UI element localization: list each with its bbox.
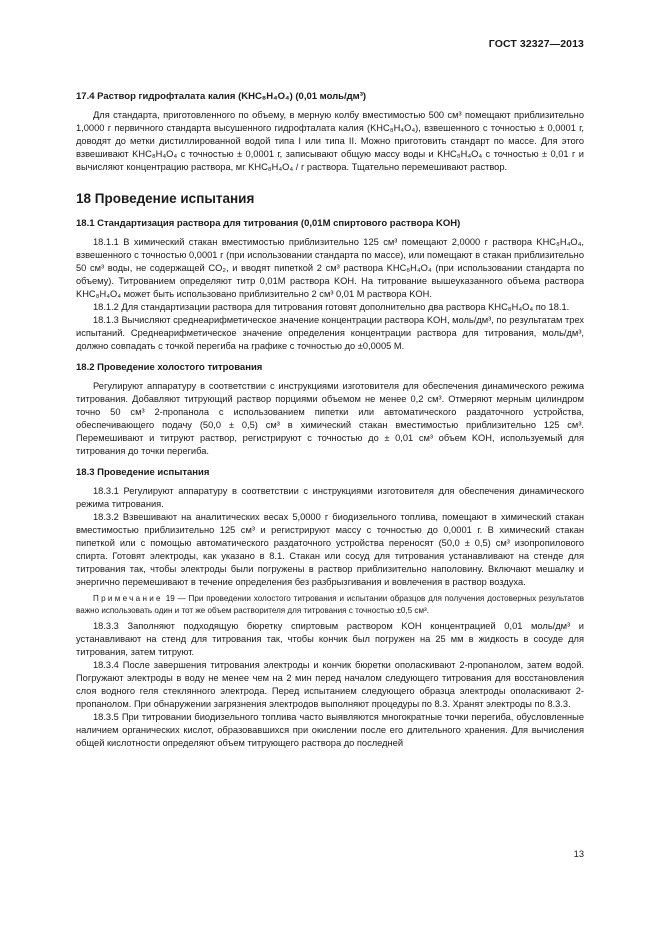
paragraph-18-3-3: 18.3.3 Заполняют подходящую бюретку спиртовым раствором KOH концентрацией 0,01 моль/дм³ и устанавливают на стенд для титрования так, чтобы кончик был погружен на 25 мм в жидкость в сосуде для титрования, затем титруют.	[76, 621, 584, 657]
paragraph-18-3-4: 18.3.4 После завершения титрования электроды и кончик бюретки ополаскивают 2-пропанолом, затем водой. Погружают электроды в воду не менее чем на 2 мин перед началом следующего титрования для восстановления слоя водного геля стеклянного электрода. Перед испытанием следующего образца электроды ополаскивают 2-пропанолом. При обнаружении загрязнения электродов выполняют процедуры по 8.3. Хранят электроды по 8.3.3.	[76, 660, 584, 709]
note-label: Примечание	[93, 594, 163, 603]
page-content	[76, 90, 584, 750]
section-18-title: 18 Проведение испытания	[76, 191, 255, 206]
note-text: 19 — При проведении холостого титрования и испытании образцов для получения достоверных результатов важно использовать один и тот же объем растворителя для титрования с точностью ±0,5 см³.	[76, 594, 584, 615]
standard-header: ГОСТ 32327—2013	[488, 38, 584, 50]
section-18-3-title: 18.3 Проведение испытания	[76, 467, 210, 478]
paragraph-18-3-1: 18.3.1 Регулируют аппаратуру в соответствии с инструкциями изготовителя для обеспечения динамического режима титрования.	[76, 486, 584, 509]
paragraph-18-3-5: 18.3.5 При титровании биодизельного топлива часто выявляются многократные точки перегиба, обусловленные наличием органических кислот, образовавшихся при окислении после его длительного хранения. Для вычисления общей кислотности определяют объем титрующего раствора до последней	[76, 712, 584, 748]
page-number: 13	[573, 849, 584, 859]
paragraph-18-1-3: 18.1.3 Вычисляют среднеарифметическое значение концентрации раствора KOH, моль/дм³, по результатам трех испытаний. Среднеарифметическое значение определения концентрации раствора для титрования, моль/дм³, должно совпадать с точкой перегиба на графике с точностью до ±0,0005 М.	[76, 315, 584, 351]
section-17-4-title: 17.4 Раствор гидрофталата калия (KHC₈H₄O₄) (0,01 моль/дм³)	[76, 91, 367, 102]
paragraph-18-1-2: 18.1.2 Для стандартизации раствора для титрования готовят дополнительно два раствора KHC₈H₄O₄ по 18.1.	[93, 302, 570, 312]
paragraph-18-2: Регулируют аппаратуру в соответствии с инструкциями изготовителя для обеспечения динамического режима титрования. Добавляют титрующий раствор порциями объемом не менее 0,2 см³. Отмеряют мерным цилиндром точно 50 см³ 2-пропанола с использованием пипетки или автоматического раздаточного устройства, обеспечивающего подачу (50,0 ± 0,5) см³ в химический стакан вместимостью приблизительно 125 см³. Перемешивают и титруют раствор, регистрируют с точностью до ± 0,01 см³ объем KOH, используемый для титрования до точки перегиба.	[76, 381, 584, 456]
section-18-2-title: 18.2 Проведение холостого титрования	[76, 362, 263, 373]
paragraph-18-1-1: 18.1.1 В химический стакан вместимостью приблизительно 125 см³ помещают 2,0000 г раствора KHC₈H₄O₄, взвешенного с точностью 0,0001 г (при использовании стандарта по массе), или помещают в стакан приблизительно 50 см³ воды, не содержащей CO₂, и вводят пипеткой 2 см³ раствора KHC₈H₄O₄ (при использовании стандарта по объему). Титрованием определяют титр 0,01М раствора KOH. На титрование вышеуказанного объема раствора KHC₈H₄O₄ может быть использовано приблизительно 2 см³ 0,01 М раствора KOH.	[76, 237, 584, 299]
section-18-1-title: 18.1 Стандартизация раствора для титрования (0,01М спиртового раствора KOH)	[76, 218, 461, 229]
paragraph-18-3-2: 18.3.2 Взвешивают на аналитических весах 5,0000 г биодизельного топлива, помещают в химический стакан вместимостью приблизительно 125 см³ и регистрируют массу с точностью до 0,0001 г. В химический стакан пипеткой или с помощью автоматического раздаточного устройства переносят (50,0 ± 0,5) см³ изопропилового спирта. Готовят электроды, как указано в 8.1. Стакан или сосуд для титрования устанавливают на стенде для титрования так, чтобы электроды были погружены в раствор приблизительно наполовину. Включают мешалку и энергично перемешивают в течение определения без разбрызгивания и вовлечения в раствор воздуха.	[76, 512, 584, 587]
section-17-4-paragraph: Для стандарта, приготовленного по объему, в мерную колбу вместимостью 500 см³ помещают приблизительно 1,0000 г первичного стандарта высушенного гидрофталата калия (KHC₈H₄O₄), взвешенного с точностью ± 0,0001 г, доводят до метки дистиллированной водой типа I или типа II. Можно приготовить стандарт по массе. Для этого взвешивают KHC₈H₄O₄ с точностью ± 0,0001 г, записывают общую массу воды и KHC₈H₄O₄ с точностью ± 0,01 г и вычисляют концентрацию раствора, мг KHC₈H₄O₄ / г раствора. Тщательно перемешивают раствор.	[76, 110, 584, 172]
note-19	[76, 593, 584, 616]
